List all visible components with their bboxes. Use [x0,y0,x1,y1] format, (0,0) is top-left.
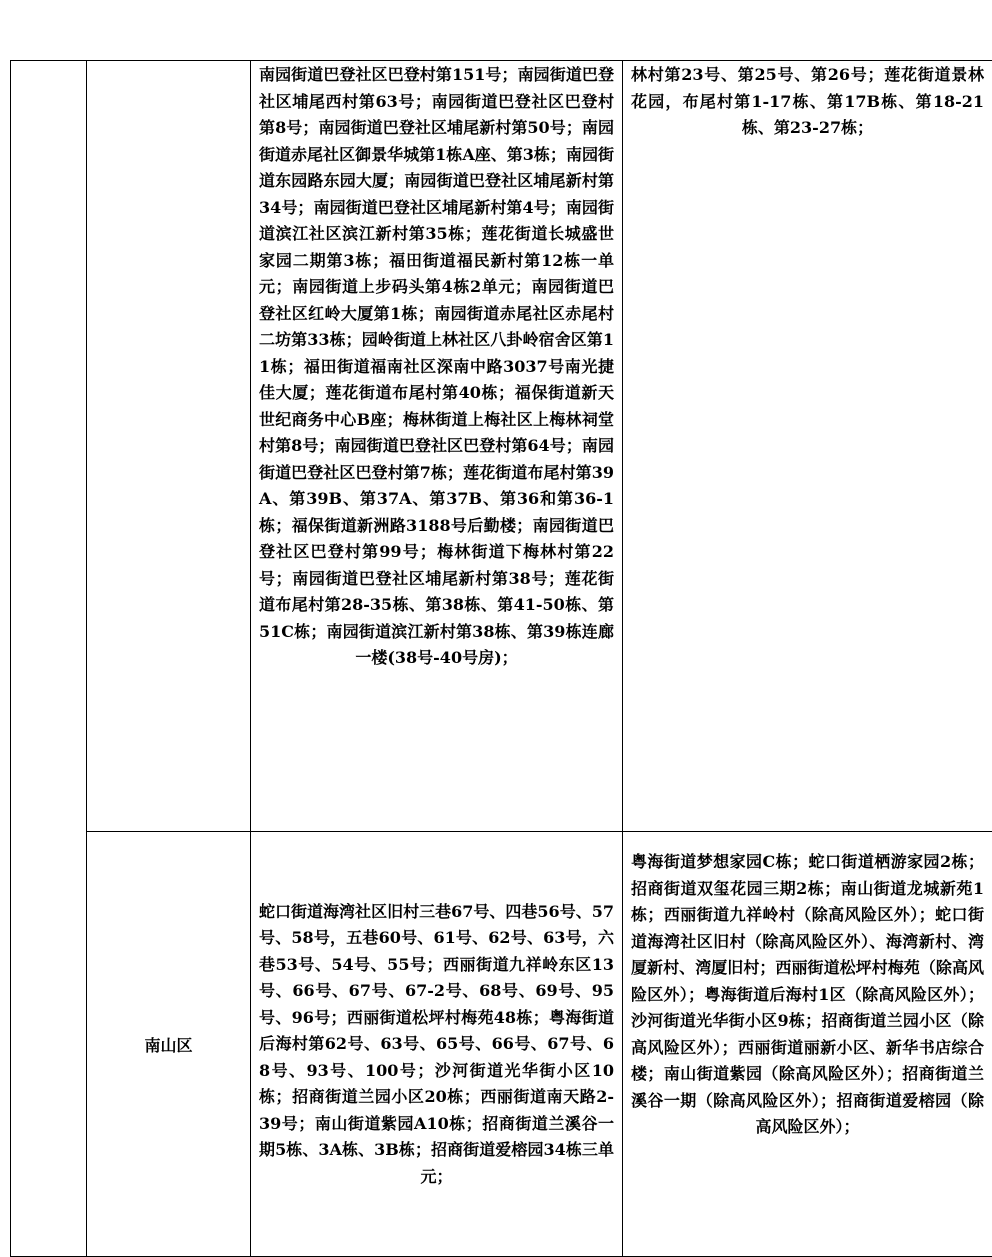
table-row [11,832,992,1257]
table-row [11,61,992,832]
index-cell [11,61,87,1257]
medium-risk-cell [623,61,992,832]
high-risk-cell [251,832,623,1257]
high-risk-cell [251,61,623,832]
district-cell [87,832,251,1257]
medium-risk-cell [623,832,992,1257]
risk-area-table [10,60,992,1257]
medium-risk-areas-text: 林村第23号、第25号、第26号；莲花街道景林花园，布尾村第1-17栋、第17B栋、第18-21栋、第23-27栋； [623,61,992,142]
district-cell [87,61,251,832]
district-label: 南山区 [87,1033,250,1056]
high-risk-areas-text: 南园街道巴登社区巴登村第151号；南园街道巴登社区埔尾西村第63号；南园街道巴登社区巴登村第8号；南园街道巴登社区埔尾新村第50号；南园街道赤尾社区御景华城第1栋A座、第3栋；南园街道东园路东园大厦；南园街道巴登社区埔尾新村第34号；南园街道巴登社区埔尾新村第4号；南园街道滨江社区滨江新村第35栋；莲花街道长城盛世家园二期第3栋；福田街道福民新村第12栋一单元；南园街道上步码头第4栋2单元；南园街道巴登社区红岭大厦第1栋；南园街道赤尾社区赤尾村二坊第33栋；园岭街道上林社区八卦岭宿舍区第11栋；福田街道福南社区深南中路3037号南光捷佳大厦；莲花街道布尾村第40栋；福保街道新天世纪商务中心B座；梅林街道上梅社区上梅林祠堂村第8号；南园街道巴登社区巴登村第64号；南园街道巴登社区巴登村第7栋；莲花街道布尾村第39A、第39B、第37A、第37B、第36和第36-1栋；福保街道新洲路3188号后勤楼；南园街道巴登社区巴登村第99号；梅林街道下梅林村第22号；南园街道巴登社区埔尾新村第38号；莲花街道布尾村第28-35栋、第38栋、第41-50栋、第51C栋；南园街道滨江新村第38栋、第39栋连廊一楼(38号-40号房)； [251,61,622,672]
medium-risk-areas-text: 粤海街道梦想家园C栋；蛇口街道栖游家园2栋；招商街道双玺花园三期2栋；南山街道龙城新苑1栋；西丽街道九祥岭村（除高风险区外）；蛇口街道海湾社区旧村（除高风险区外）、海湾新村、湾厦新村、湾厦旧村；西丽街道松坪村梅苑（除高风险区外）；粤海街道后海村1区（除高风险区外）；沙河街道光华街小区9栋；招商街道兰园小区（除高风险区外）；西丽街道丽新小区、新华书店综合楼；南山街道紫园（除高风险区外）；招商街道兰溪谷一期（除高风险区外）；招商街道爱榕园（除高风险区外）； [623,848,992,1141]
high-risk-areas-text: 蛇口街道海湾社区旧村三巷67号、四巷56号、57号、58号，五巷60号、61号、62号、63号，六巷53号、54号、55号；西丽街道九祥岭东区13号、66号、67号、67-2号、68号、69号、95号、96号；西丽街道松坪村梅苑48栋；粤海街道后海村第62号、63号、65号、66号、67号、68号、93号、100号；沙河街道光华街小区10栋；招商街道兰园小区20栋；西丽街道南天路2-39号；南山街道紫园A10栋；招商街道兰溪谷一期5栋、3A栋、3B栋；招商街道爱榕园34栋三单元； [251,898,622,1191]
